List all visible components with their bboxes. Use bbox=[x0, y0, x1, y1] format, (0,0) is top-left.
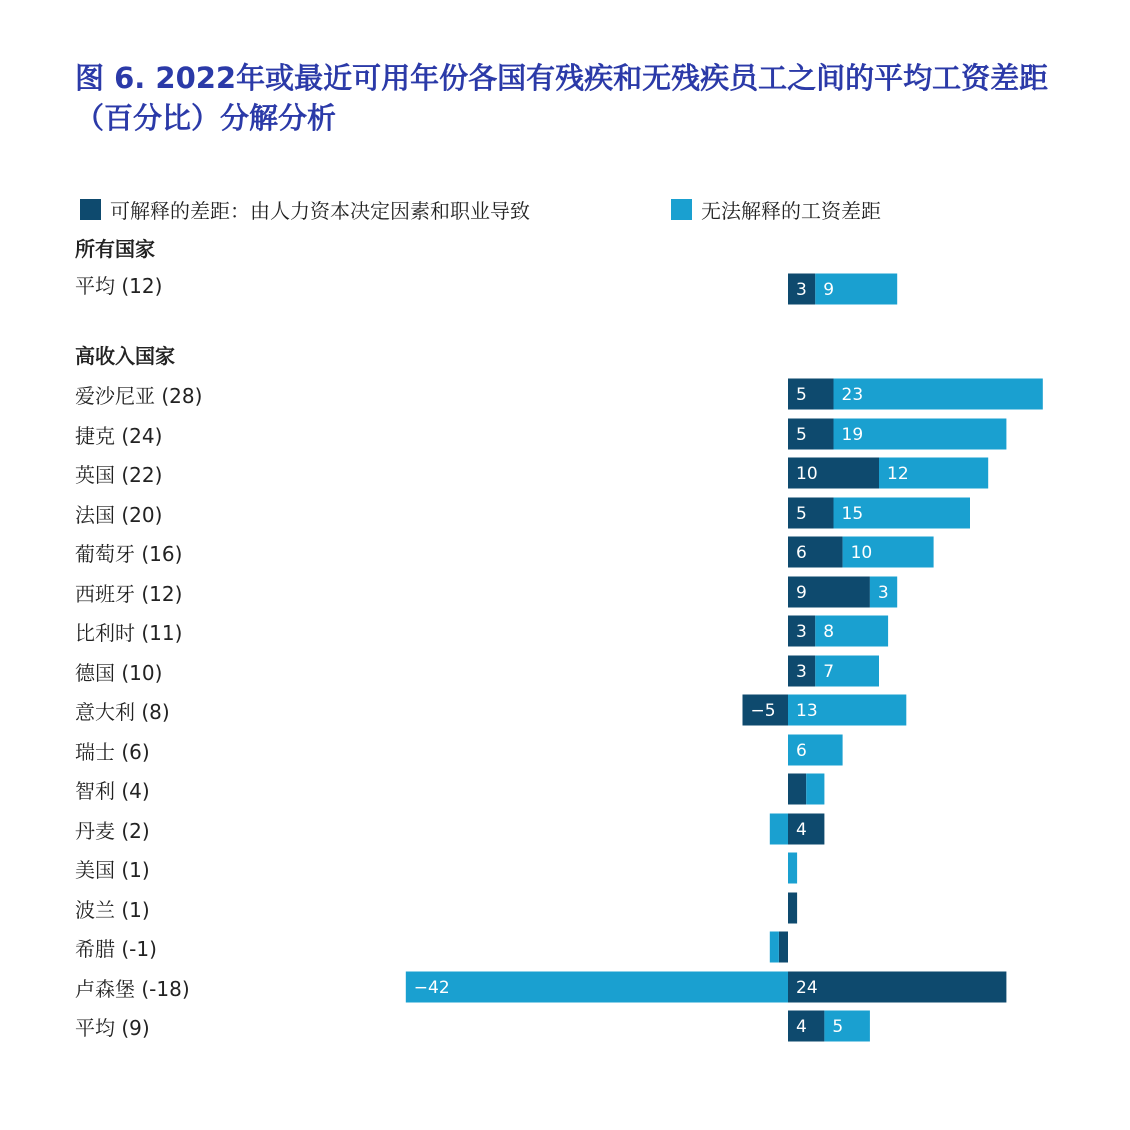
bar-label-unexplained: 23 bbox=[841, 385, 864, 405]
row-label: 比利时 (11) bbox=[75, 621, 183, 645]
bar-unexplained bbox=[406, 972, 788, 1003]
bar-unexplained bbox=[770, 814, 788, 845]
bar-label-unexplained: −42 bbox=[413, 978, 450, 998]
row-label: 卢森堡 (-18) bbox=[75, 977, 190, 1001]
row-label: 平均 (12) bbox=[75, 274, 163, 298]
bar-label-unexplained: 12 bbox=[887, 464, 909, 484]
bar-explained bbox=[779, 932, 788, 963]
bar-label-unexplained: 8 bbox=[823, 622, 835, 642]
row-label: 平均 (9) bbox=[75, 1016, 150, 1040]
bar-explained bbox=[788, 419, 834, 450]
bar-label-unexplained: 9 bbox=[823, 280, 835, 300]
bar-label-unexplained: 7 bbox=[823, 662, 835, 682]
bar-label-explained: 4 bbox=[796, 820, 807, 840]
row-label: 捷克 (24) bbox=[75, 424, 163, 448]
row-label: 丹麦 (2) bbox=[75, 819, 150, 843]
legend-label-explained: 可解释的差距：由人力资本决定因素和职业导致 bbox=[110, 198, 530, 223]
bar-label-unexplained: 19 bbox=[841, 425, 864, 445]
bar-label-explained: 10 bbox=[796, 464, 818, 484]
bar-label-explained: −5 bbox=[750, 701, 776, 721]
bar-label-unexplained: 5 bbox=[832, 1017, 844, 1037]
bar-label-explained: 3 bbox=[796, 622, 807, 642]
bar-unexplained bbox=[788, 853, 797, 884]
row-label: 葡萄牙 (16) bbox=[75, 542, 183, 566]
bar-unexplained bbox=[806, 774, 824, 805]
bar-unexplained bbox=[824, 1011, 870, 1042]
bar-label-explained: 3 bbox=[796, 280, 807, 300]
bar-explained bbox=[788, 774, 806, 805]
bar-label-unexplained: 15 bbox=[841, 504, 864, 524]
bar-label-explained: 5 bbox=[796, 504, 807, 524]
bar-unexplained bbox=[770, 932, 779, 963]
row-label: 爱沙尼亚 (28) bbox=[75, 384, 203, 408]
row-label: 意大利 (8) bbox=[75, 700, 170, 724]
bar-explained bbox=[788, 379, 834, 410]
bar-label-unexplained: 6 bbox=[796, 741, 807, 761]
row-label: 法国 (20) bbox=[75, 503, 163, 527]
row-label: 德国 (10) bbox=[75, 661, 163, 685]
bar-unexplained bbox=[834, 379, 1043, 410]
bar-label-unexplained: 3 bbox=[877, 583, 889, 603]
chart-title: 图 6. 2022年或最近可用年份各国有残疾和无残疾员工之间的平均工资差距（百分比）分解分析 bbox=[75, 61, 1049, 135]
row-label: 希腊 (-1) bbox=[75, 937, 157, 961]
section-heading-high-income: 高收入国家 bbox=[75, 344, 175, 368]
bar-label-explained: 3 bbox=[796, 662, 807, 682]
row-label: 瑞士 (6) bbox=[75, 740, 150, 764]
bar-label-explained: 24 bbox=[796, 978, 818, 998]
bar-label-explained: 5 bbox=[796, 385, 807, 405]
legend-label-unexplained: 无法解释的工资差距 bbox=[701, 198, 881, 223]
row-label: 英国 (22) bbox=[75, 463, 163, 487]
row-label: 波兰 (1) bbox=[75, 898, 150, 922]
bar-explained bbox=[788, 972, 1006, 1003]
row-label: 智利 (4) bbox=[75, 779, 150, 803]
bar-label-unexplained: 13 bbox=[796, 701, 818, 721]
row-label: 美国 (1) bbox=[75, 858, 150, 882]
bar-label-explained: 4 bbox=[796, 1017, 807, 1037]
bar-explained bbox=[788, 498, 834, 529]
bar-label-explained: 6 bbox=[796, 543, 807, 563]
row-label: 西班牙 (12) bbox=[75, 582, 183, 606]
bar-explained bbox=[788, 893, 797, 924]
bar-label-explained: 9 bbox=[796, 583, 807, 603]
bar-label-unexplained: 10 bbox=[850, 543, 873, 563]
bar-label-explained: 5 bbox=[796, 425, 807, 445]
section-heading-all-countries: 所有国家 bbox=[75, 237, 155, 261]
